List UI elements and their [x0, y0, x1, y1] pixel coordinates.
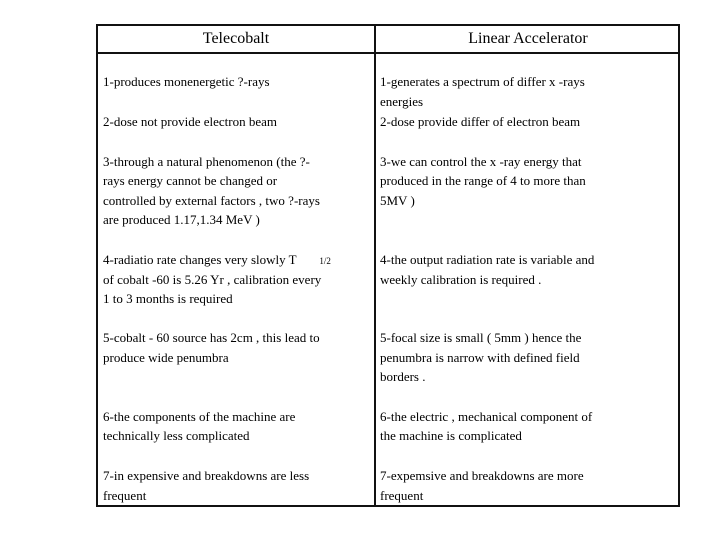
row6-linac-line2: frequent: [380, 488, 424, 503]
row5-linac-line1: 6-the electric , mechanical component of: [380, 409, 593, 424]
row3-tele-line1: [103, 250, 331, 272]
row3-tele-line3: 1 to 3 months is required: [103, 291, 233, 306]
row3-tele-line1-text: 4-radiatio rate changes very slowly T: [103, 252, 297, 267]
header-linear-accelerator: Linear Accelerator: [468, 30, 588, 47]
row2-linac-line3: 5MV ): [380, 193, 415, 208]
row4-tele-line2: produce wide penumbra: [103, 350, 229, 365]
comparison-table: [96, 24, 680, 507]
row4-linac-line3: borders .: [380, 369, 426, 384]
row1-tele-line1: 1-produces monenergetic ?-rays: [103, 74, 270, 89]
header-telecobalt: Telecobalt: [202, 30, 270, 47]
row1-linac-line3: 2-dose provide differ of electron beam: [380, 114, 581, 129]
row5-linac-line2: the machine is complicated: [380, 428, 522, 443]
row1-linac-line2: energies: [380, 94, 424, 109]
row6-tele-line1: 7-in expensive and breakdowns are less: [103, 468, 310, 483]
row1-linac-line1: 1-generates a spectrum of differ x -rays: [380, 74, 585, 89]
row5-tele-line2: technically less complicated: [103, 428, 250, 443]
row3-linac-line2: weekly calibration is required .: [380, 272, 542, 287]
row3-tele-line2: of cobalt -60 is 5.26 Yr , calibration every: [103, 272, 322, 287]
row4-linac-line1: 5-focal size is small ( 5mm ) hence the: [380, 330, 582, 345]
row2-tele-line2: rays energy cannot be changed or: [103, 173, 278, 188]
row6-linac-line1: 7-expemsive and breakdowns are more: [380, 468, 584, 483]
row2-tele-line3: controlled by external factors , two ?-rays: [103, 193, 320, 208]
row3-linac-line1: 4-the output radiation rate is variable and: [380, 252, 595, 267]
row4-tele-line1: 5-cobalt - 60 source has 2cm , this lead to: [103, 330, 320, 345]
row2-tele-line4: are produced 1.17,1.34 MeV ): [103, 212, 260, 227]
header-rule: [98, 52, 678, 54]
column-divider: [374, 26, 376, 505]
row6-tele-line2: frequent: [103, 488, 147, 503]
row2-tele-line1: 3-through a natural phenomenon (the ?-: [103, 154, 310, 169]
row5-tele-line1: 6-the components of the machine are: [103, 409, 296, 424]
row2-linac-line2: produced in the range of 4 to more than: [380, 173, 586, 188]
half-life-subscript: 1/2: [319, 256, 331, 266]
row4-linac-line2: penumbra is narrow with defined field: [380, 350, 580, 365]
row2-linac-line1: 3-we can control the x -ray energy that: [380, 154, 582, 169]
row1-tele-line3: 2-dose not provide electron beam: [103, 114, 277, 129]
